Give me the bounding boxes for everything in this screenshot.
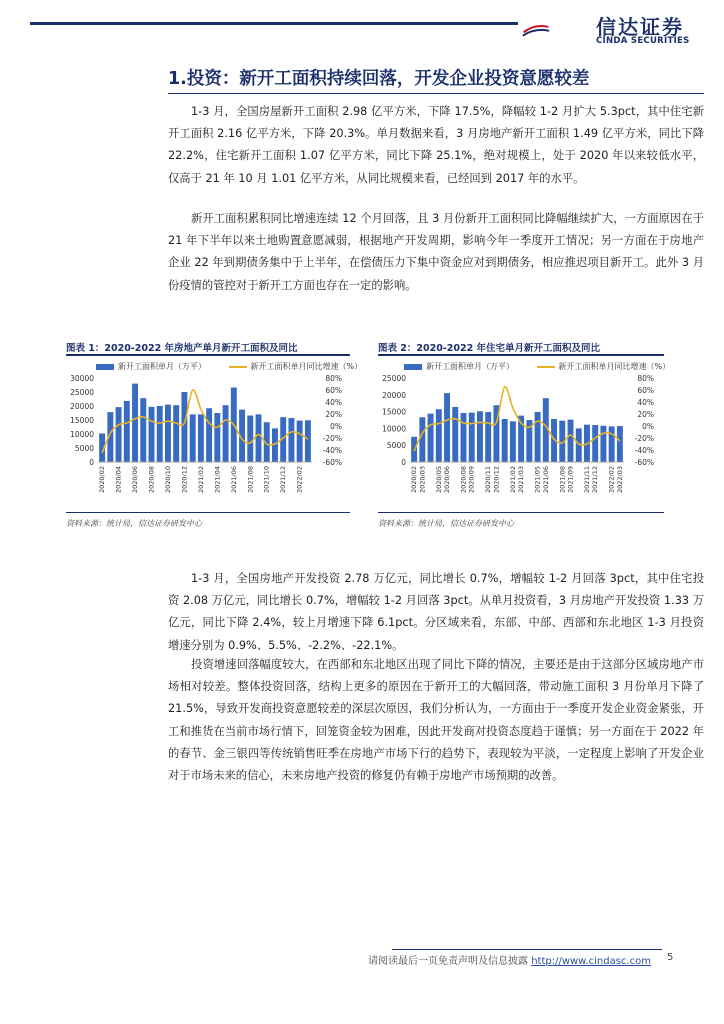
y-right-tick-label: 80% xyxy=(637,374,654,383)
bar xyxy=(140,398,146,462)
page-number: 5 xyxy=(667,952,674,963)
y-right-tick-label: -20% xyxy=(322,434,342,443)
bar xyxy=(124,401,130,462)
bar xyxy=(165,405,171,462)
bar xyxy=(297,421,303,462)
y-left-tick-label: 0 xyxy=(89,458,94,467)
figure-2-bottom-rule xyxy=(378,512,664,513)
x-tick-label: 2021/02 xyxy=(508,466,517,494)
header-rule xyxy=(30,22,518,25)
legend-line-swatch xyxy=(229,366,247,368)
bar xyxy=(419,417,425,462)
x-tick-label: 2022/02 xyxy=(295,466,304,494)
x-tick-label: 2022/02 xyxy=(607,466,616,494)
x-tick-label: 2020/11 xyxy=(484,466,493,494)
bar xyxy=(535,412,541,462)
y-right-tick-label: 0% xyxy=(642,422,654,431)
paragraph-2 xyxy=(168,208,704,297)
bar xyxy=(190,414,196,462)
y-right-tick-label: 40% xyxy=(637,398,654,407)
x-tick-label: 2021/02 xyxy=(196,466,205,494)
figure-1-title: 图表 1：2020-2022 年房地产单月新开工面积及同比 xyxy=(66,343,298,354)
figure-2-rule xyxy=(378,354,664,356)
figure-2-source: 资料来源：统计局，信达证券研发中心 xyxy=(378,519,514,528)
y-left-tick-label: 15000 xyxy=(70,416,94,425)
y-right-tick-label: -60% xyxy=(634,458,654,467)
x-tick-label: 2020/12 xyxy=(492,466,501,494)
y-left-tick-label: 5000 xyxy=(74,444,94,453)
y-left-tick-label: 0 xyxy=(401,458,406,467)
x-tick-label: 2021/06 xyxy=(229,466,238,494)
bar xyxy=(214,413,220,462)
footer-rule xyxy=(392,949,662,950)
y-left-tick-label: 5000 xyxy=(386,441,406,451)
paragraph-3 xyxy=(168,568,704,657)
x-tick-label: 2020/03 xyxy=(418,466,427,494)
bar xyxy=(181,392,187,462)
figure-1-chart xyxy=(66,370,356,510)
x-tick-label: 2021/08 xyxy=(558,466,567,494)
legend-bar-swatch xyxy=(404,364,422,370)
x-tick-label: 2022/03 xyxy=(615,466,624,494)
legend-bar-swatch xyxy=(96,364,114,370)
x-tick-label: 2020/12 xyxy=(180,466,189,494)
y-right-tick-label: -20% xyxy=(634,434,654,443)
bar xyxy=(436,409,442,462)
y-left-tick-label: 30000 xyxy=(70,374,94,383)
y-right-tick-label: 60% xyxy=(325,386,342,395)
paragraph-1-text: 1-3 月，全国房屋新开工面积 2.98 亿平方米，下降 17.5%，降幅较 1-2 月扩大 5.3pct，其中住宅新开工面积 2.16 亿平方米，下降 20.3%。单月数据来看，3 月房地产新开工面积 1.49 亿平方米，同比下降 22.2%，住宅新开工面积 1.07 亿平方米，同比下降 25.1%，绝对规模上，处于 2020 年以来较低水平，仅高于 21 年 10 月 1.01 亿平方米，从同比规模来看，已经回到 2017 年的水平。 xyxy=(168,105,704,185)
y-right-tick-label: -60% xyxy=(322,458,342,467)
figure-1-legend-bar: 新开工面积单月（万平） xyxy=(118,362,206,371)
y-left-tick-label: 10000 xyxy=(70,430,94,439)
x-tick-label: 2020/02 xyxy=(410,466,419,494)
x-tick-label: 2020/04 xyxy=(114,466,123,494)
paragraph-1 xyxy=(168,101,704,190)
y-right-tick-label: -40% xyxy=(322,446,342,455)
bar xyxy=(288,418,294,462)
logo-english-name: CINDA SECURITIES xyxy=(596,36,690,46)
bar xyxy=(157,406,163,462)
x-tick-label: 2020/06 xyxy=(443,466,452,494)
y-right-tick-label: 20% xyxy=(325,410,342,419)
bar xyxy=(600,426,606,462)
paragraph-2-text: 新开工面积累积同比增速连续 12 个月回落，且 3 月份新开工面积同比降幅继续扩大，一方面原因在于 21 年下半年以来土地购置意愿减弱，根据地产开发周期，影响今年一季度开工情况；另一方面在于房地产企业 22 年到期债务集中于上半年，在偿债压力下集中资金应对到期债务，相应推迟项目新开工。此外 3 月份疫情的管控对于新开工方面也存在一定的影响。 xyxy=(168,212,704,292)
x-tick-label: 2021/04 xyxy=(213,466,222,494)
y-right-tick-label: 80% xyxy=(325,374,342,383)
x-tick-label: 2020/08 xyxy=(147,466,156,494)
y-left-tick-label: 20000 xyxy=(70,402,94,411)
bar xyxy=(198,414,204,462)
x-tick-label: 2021/03 xyxy=(517,466,526,494)
logo-chinese-name: 信达证券 xyxy=(596,15,684,39)
bar xyxy=(247,416,253,462)
bar xyxy=(502,419,508,462)
cinda-logo-icon xyxy=(522,10,594,50)
y-right-tick-label: 20% xyxy=(637,410,654,419)
x-tick-label: 2020/06 xyxy=(131,466,140,494)
figure-1-legend-line: 新开工面积单月同比增速（%） xyxy=(250,362,363,371)
bar xyxy=(206,408,212,462)
x-tick-label: 2021/11 xyxy=(582,466,591,494)
y-left-tick-label: 10000 xyxy=(382,424,406,434)
y-left-tick-label: 25000 xyxy=(382,374,406,383)
bar xyxy=(173,405,179,462)
footer-notice xyxy=(368,952,651,967)
x-tick-label: 2021/10 xyxy=(262,466,271,494)
y-right-tick-label: -40% xyxy=(634,446,654,455)
figure-2-chart xyxy=(378,370,668,510)
footer-link[interactable]: http://www.cindasc.com xyxy=(531,956,651,967)
bar xyxy=(510,421,516,462)
x-tick-label: 2020/10 xyxy=(163,466,172,494)
x-tick-label: 2021/12 xyxy=(591,466,600,494)
y-right-tick-label: 40% xyxy=(325,398,342,407)
bar xyxy=(444,393,450,462)
x-tick-label: 2020/08 xyxy=(459,466,468,494)
y-right-tick-label: 60% xyxy=(637,386,654,395)
figure-2-title: 图表 2：2020-2022 年住宅单月新开工面积及同比 xyxy=(378,343,601,354)
x-tick-label: 2021/08 xyxy=(246,466,255,494)
footer-disclaimer: 请阅读最后一页免责声明及信息披露 xyxy=(368,956,528,967)
x-tick-label: 2020/02 xyxy=(98,466,107,494)
bar xyxy=(461,413,467,462)
bar xyxy=(452,407,458,462)
y-left-tick-label: 15000 xyxy=(382,407,406,417)
bar xyxy=(256,414,262,462)
bar xyxy=(428,414,434,462)
paragraph-4-text: 投资增速回落幅度较大，在西部和东北地区出现了同比下降的情况，主要还是由于这部分区域房地产市场相对较差。整体投资回落，结构上更多的原因在于新开工的大幅回落，带动施工面积 3 月份单月下降了 21.5%，导致开发商投资意愿较差的深层次原因，我们分析认为，一方面由于一季度开发企业资金紧张，开工和推货在当前市场行情下，回笼资金较为困难，因此开发商对投资态度趋于谨慎；另一方面在于 2022 年的春节、金三银四等传统销售旺季在房地产市场下行的趋势下，表现较为平淡，一定程度上影响了开发企业对于市场未来的信心，未来房地产投资的修复仍有赖于房地产市场预期的改善。 xyxy=(168,658,704,783)
bar xyxy=(592,425,598,462)
paragraph-4 xyxy=(168,654,704,787)
x-tick-label: 2020/05 xyxy=(434,466,443,494)
paragraph-3-text: 1-3 月，全国房地产开发投资 2.78 万亿元，同比增长 0.7%，增幅较 1-2 月回落 3pct，其中住宅投资 2.08 万亿元，同比增长 0.7%，增幅较 1-2 月回落 3pct。从单月投资看，3 月房地产开发投资 1.33 万亿元，同比下降 2.4%，较上月增速下降 6.1pct。分区域来看，东部、中部、西部和东北地区 1-3 月投资增速分别为 0.9%、5.5%、-2.2%、-22.1%。 xyxy=(168,572,704,652)
bar xyxy=(568,420,574,462)
bar xyxy=(617,426,623,462)
bar xyxy=(149,407,155,462)
figure-1-source: 资料来源：统计局，信达证券研发中心 xyxy=(66,519,202,528)
y-left-tick-label: 25000 xyxy=(70,388,94,397)
bar xyxy=(305,420,311,462)
x-tick-label: 2021/09 xyxy=(566,466,575,494)
figure-2-legend-line: 新开工面积单月同比增速（%） xyxy=(558,362,671,371)
figure-1-bottom-rule xyxy=(66,512,350,513)
bar xyxy=(609,426,615,462)
figure-1-rule xyxy=(66,354,350,356)
bar xyxy=(477,411,483,462)
x-tick-label: 2021/05 xyxy=(533,466,542,494)
x-tick-label: 2020/09 xyxy=(467,466,476,494)
section-title: 1.投资：新开工面积持续回落，开发企业投资意愿较差 xyxy=(168,67,704,94)
x-tick-label: 2021/06 xyxy=(541,466,550,494)
bar xyxy=(116,407,122,462)
bar xyxy=(223,405,229,462)
bar xyxy=(469,413,475,462)
bar xyxy=(132,384,138,462)
x-tick-label: 2021/12 xyxy=(279,466,288,494)
y-left-tick-label: 20000 xyxy=(382,390,406,400)
legend-line-swatch xyxy=(537,366,555,368)
figure-2-legend-bar: 新开工面积单月（万平） xyxy=(426,362,514,371)
bar xyxy=(485,412,491,462)
y-right-tick-label: 0% xyxy=(330,422,342,431)
